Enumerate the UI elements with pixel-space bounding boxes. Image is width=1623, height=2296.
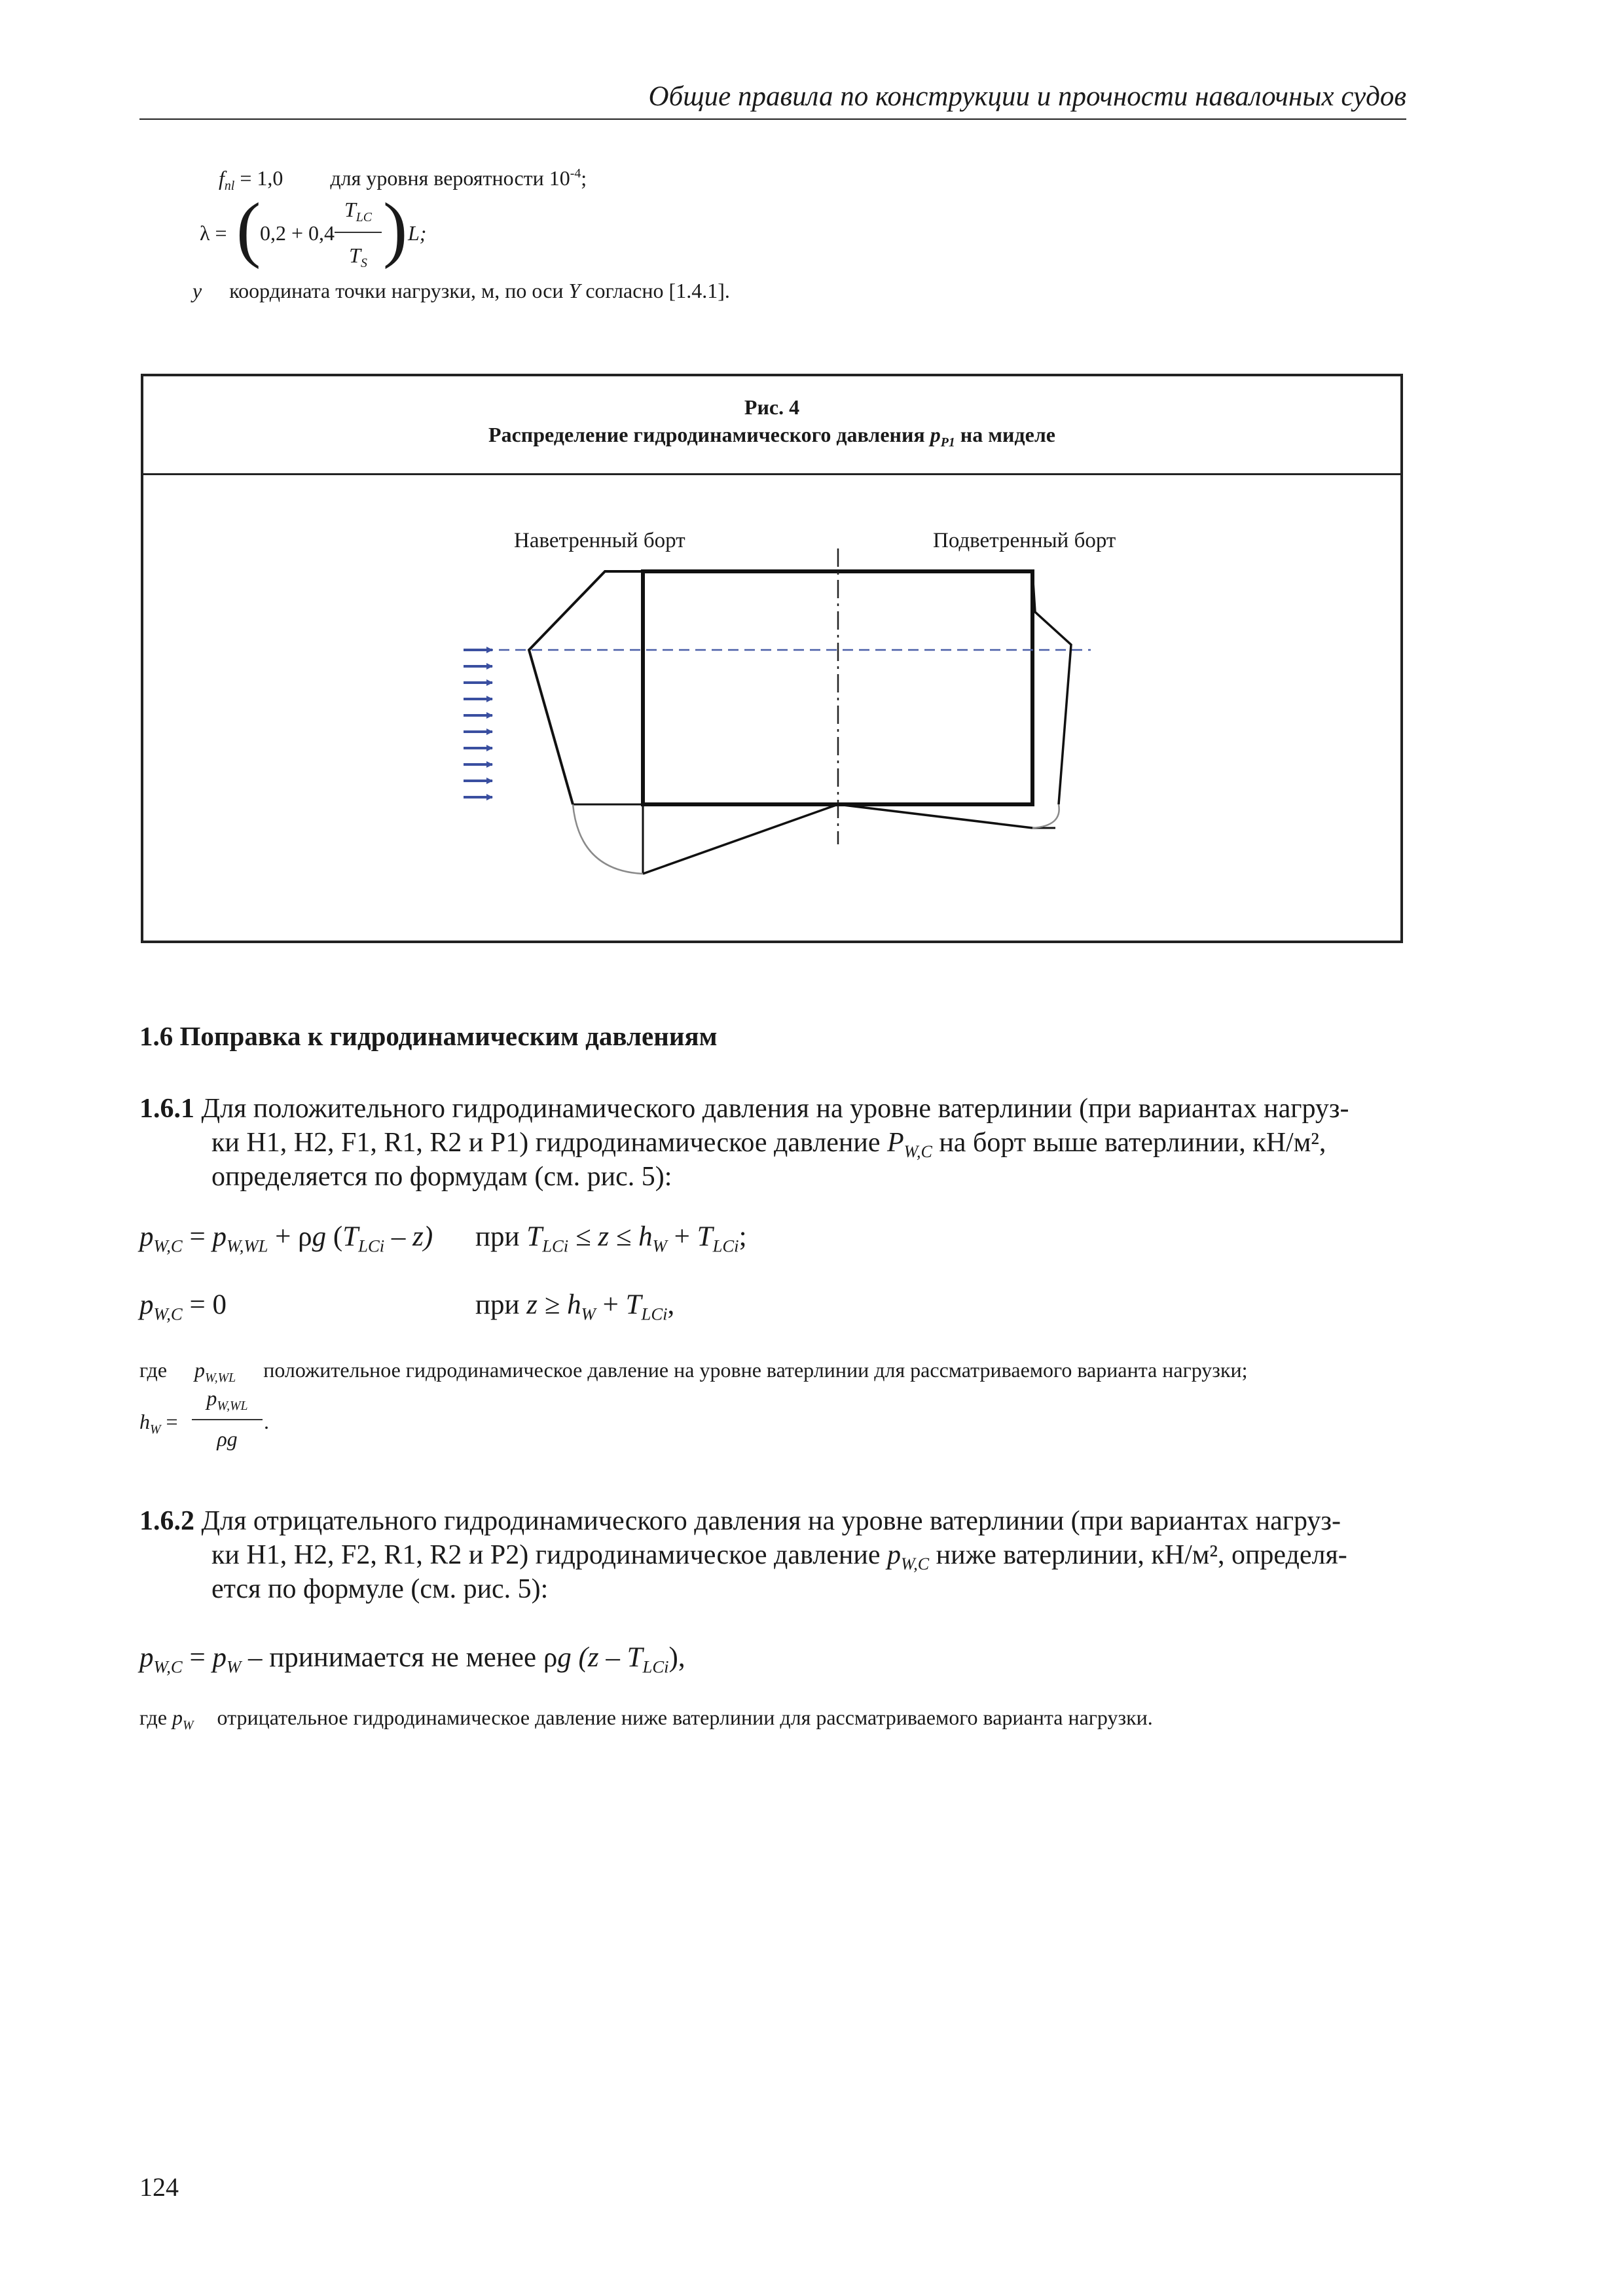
y-desc-end: согласно [1.4.1].	[585, 279, 730, 302]
fnl-note-exponent: -4	[570, 166, 581, 181]
where2-desc: отрицательное гидродинамическое давление ниже ватерлинии для рассматриваемого варианта нагрузки.	[217, 1706, 1153, 1729]
figure-number: Рис. 4	[744, 395, 800, 419]
formula-pwc-above-condition	[475, 1219, 747, 1255]
para-161-line2b: на борт выше ватерлинии, кН/м²,	[939, 1128, 1326, 1158]
fnl-note: для уровня вероятности 10	[330, 166, 570, 190]
para-161-number: 1.6.1	[139, 1094, 194, 1124]
f1-cond-plus: +	[674, 1221, 690, 1252]
where-subscript: W,WL	[205, 1370, 236, 1385]
formula-pwc-zero-condition	[475, 1287, 674, 1323]
f3-eq: =	[189, 1642, 206, 1673]
para-161-symbol: P	[887, 1128, 904, 1158]
hw-num-symbol: p	[206, 1386, 217, 1410]
hw-fraction-bar	[192, 1419, 263, 1420]
hw-subscript: W	[150, 1422, 161, 1437]
y-axis-name: Y	[568, 279, 581, 302]
para-162-line2b: ниже ватерлинии, кН/м², определя-	[936, 1540, 1347, 1570]
paragraph-1-6-1	[139, 1092, 1406, 1194]
running-header: Общие правила по конструкции и прочности навалочных судов	[648, 81, 1406, 112]
f1-cond-T2-sub: LCi	[712, 1236, 739, 1256]
where2-subscript: W	[183, 1717, 194, 1732]
para-162-line3: ется по формуле (см. рис. 5):	[211, 1574, 549, 1604]
hw-symbol: h	[139, 1410, 150, 1433]
f1-plus: + ρ	[275, 1221, 312, 1252]
f2-cond-z: z ≥	[526, 1289, 560, 1320]
hw-den: ρg	[217, 1427, 238, 1450]
para-161-line2a: ки H1, H2, F1, R1, R2 и P1) гидродинамическое давление	[211, 1128, 881, 1158]
lambda-den-symbol: T	[349, 243, 361, 267]
lambda-paren-close: )	[383, 188, 408, 270]
hw-numerator	[192, 1385, 263, 1411]
figure-title-symbol: p	[930, 423, 941, 446]
where-desc: положительное гидродинамическое давление на уровне ватерлинии для рассматриваемого варианта нагрузки;	[263, 1358, 1248, 1382]
f1-cond-h: h	[638, 1221, 653, 1252]
section-title: 1.6 Поправка к гидродинамическим давлениям	[139, 1021, 718, 1051]
f1-cond-T2: T	[697, 1221, 713, 1252]
f2-cond-T: T	[625, 1289, 642, 1320]
para-162-line2a: ки H1, H2, F2, R1, R2 и P2) гидродинамическое давление	[211, 1540, 881, 1570]
f2-p: p	[139, 1289, 154, 1320]
lambda-paren-open: (	[236, 188, 261, 270]
f2-cond-pri: при	[475, 1289, 520, 1320]
hw-formula	[139, 1382, 336, 1454]
f1-g: g	[312, 1221, 327, 1252]
f3-paren: (z –	[578, 1642, 620, 1673]
formula-pwc-zero	[139, 1287, 227, 1323]
page-number: 124	[139, 2172, 179, 2202]
formula-pwc-above	[139, 1219, 433, 1255]
f2-cond-T-sub: LCi	[641, 1304, 668, 1324]
para-162-symbol: p	[887, 1540, 901, 1570]
f1-T: T	[342, 1221, 359, 1252]
hw-num-subscript: W,WL	[217, 1398, 248, 1413]
para-161-line1: Для положительного гидродинамического давления на уровне ватерлинии (при вариантах нагруз-	[201, 1094, 1349, 1124]
f3-pw-sub: W	[226, 1657, 242, 1677]
leeward-bilge-arc	[1032, 804, 1059, 828]
f2-cond-h-sub: W	[581, 1304, 596, 1324]
lambda-lhs: λ =	[200, 221, 227, 245]
para-162-line1: Для отрицательного гидродинамического давления на уровне ватерлинии (при вариантах нагруз-	[201, 1506, 1341, 1536]
f1-p: p	[139, 1221, 154, 1252]
where-symbol: p	[194, 1358, 206, 1382]
f3-text: – принимается не менее ρ	[247, 1642, 558, 1673]
f1-eq: =	[189, 1221, 206, 1252]
figure-title-subscript: P1	[940, 435, 955, 450]
windward-bilge-arc	[573, 804, 643, 874]
paragraph-1-6-2	[139, 1504, 1406, 1606]
pressure-distribution-diagram	[0, 0, 1623, 949]
where2-gde: где	[139, 1706, 168, 1729]
formula-pwc-below	[139, 1640, 685, 1676]
fnl-value: = 1,0	[240, 166, 283, 190]
f3-g: g	[557, 1642, 572, 1673]
hw-lhs	[139, 1408, 178, 1435]
y-desc: координата точки нагрузки, м, по оси	[229, 279, 564, 302]
label-windward: Наветренный борт	[514, 529, 685, 552]
f1-T-sub: LCi	[358, 1236, 385, 1256]
f1-cond-h-sub: W	[652, 1236, 667, 1256]
fnl-symbol: f	[219, 166, 225, 190]
hw-eq: =	[166, 1410, 178, 1433]
f2-rhs: = 0	[189, 1289, 227, 1320]
lambda-const: 0,2 + 0,4	[260, 221, 335, 245]
f1-cond-mid: ≤ z ≤	[575, 1221, 632, 1252]
f1-p-sub: W,C	[153, 1236, 183, 1256]
lambda-num-subscript: LC	[356, 209, 373, 224]
f1-rhs-sub: W,WL	[226, 1236, 268, 1256]
para-161-subscript: W,C	[903, 1142, 932, 1162]
f1-cond-pri: при	[475, 1221, 520, 1252]
f2-cond-h: h	[567, 1289, 581, 1320]
where-pw	[139, 1704, 1153, 1731]
fnl-note-end: ;	[581, 166, 587, 190]
para-162-subscript: W,C	[901, 1554, 930, 1574]
f3-T: T	[627, 1642, 643, 1673]
f1-cond-T-sub: LCi	[542, 1236, 569, 1256]
wave-pressure-arrows	[464, 650, 492, 797]
lambda-tail: L;	[408, 221, 427, 245]
lambda-num-symbol: T	[344, 198, 356, 221]
f3-p: p	[139, 1642, 154, 1673]
f3-p-sub: W,C	[153, 1657, 183, 1677]
para-162-number: 1.6.2	[139, 1506, 194, 1536]
where-pwwl	[139, 1357, 1248, 1383]
leeward-pressure-outline	[1032, 571, 1071, 804]
where2-symbol: p	[172, 1706, 183, 1729]
f3-pw: p	[212, 1642, 227, 1673]
f2-cond-end: ,	[667, 1289, 675, 1320]
f1-cond-end: ;	[739, 1221, 747, 1252]
para-161-line3: определяется по формудам (см. рис. 5):	[211, 1162, 672, 1192]
f3-end: ),	[668, 1642, 685, 1673]
label-leeward: Подветренный борт	[933, 529, 1116, 552]
f1-cond-T: T	[526, 1221, 543, 1252]
hw-denominator	[192, 1426, 263, 1452]
figure-title-text: Распределение гидродинамического давления	[488, 423, 925, 446]
f1-rhs-p: p	[212, 1221, 227, 1252]
figure-title-end: на миделе	[960, 423, 1055, 446]
fnl-subscript: nl	[224, 178, 235, 193]
f2-p-sub: W,C	[153, 1304, 183, 1324]
where-gde: где	[139, 1358, 168, 1382]
f1-paren: (	[333, 1221, 343, 1252]
f2-cond-plus: +	[602, 1289, 619, 1320]
y-symbol: y	[192, 279, 202, 302]
hw-end: .	[264, 1410, 269, 1433]
windward-pressure-outline	[529, 571, 643, 804]
f1-minus-z: – z)	[391, 1221, 433, 1252]
f3-T-sub: LCi	[642, 1657, 669, 1677]
lambda-den-subscript: S	[360, 255, 367, 270]
